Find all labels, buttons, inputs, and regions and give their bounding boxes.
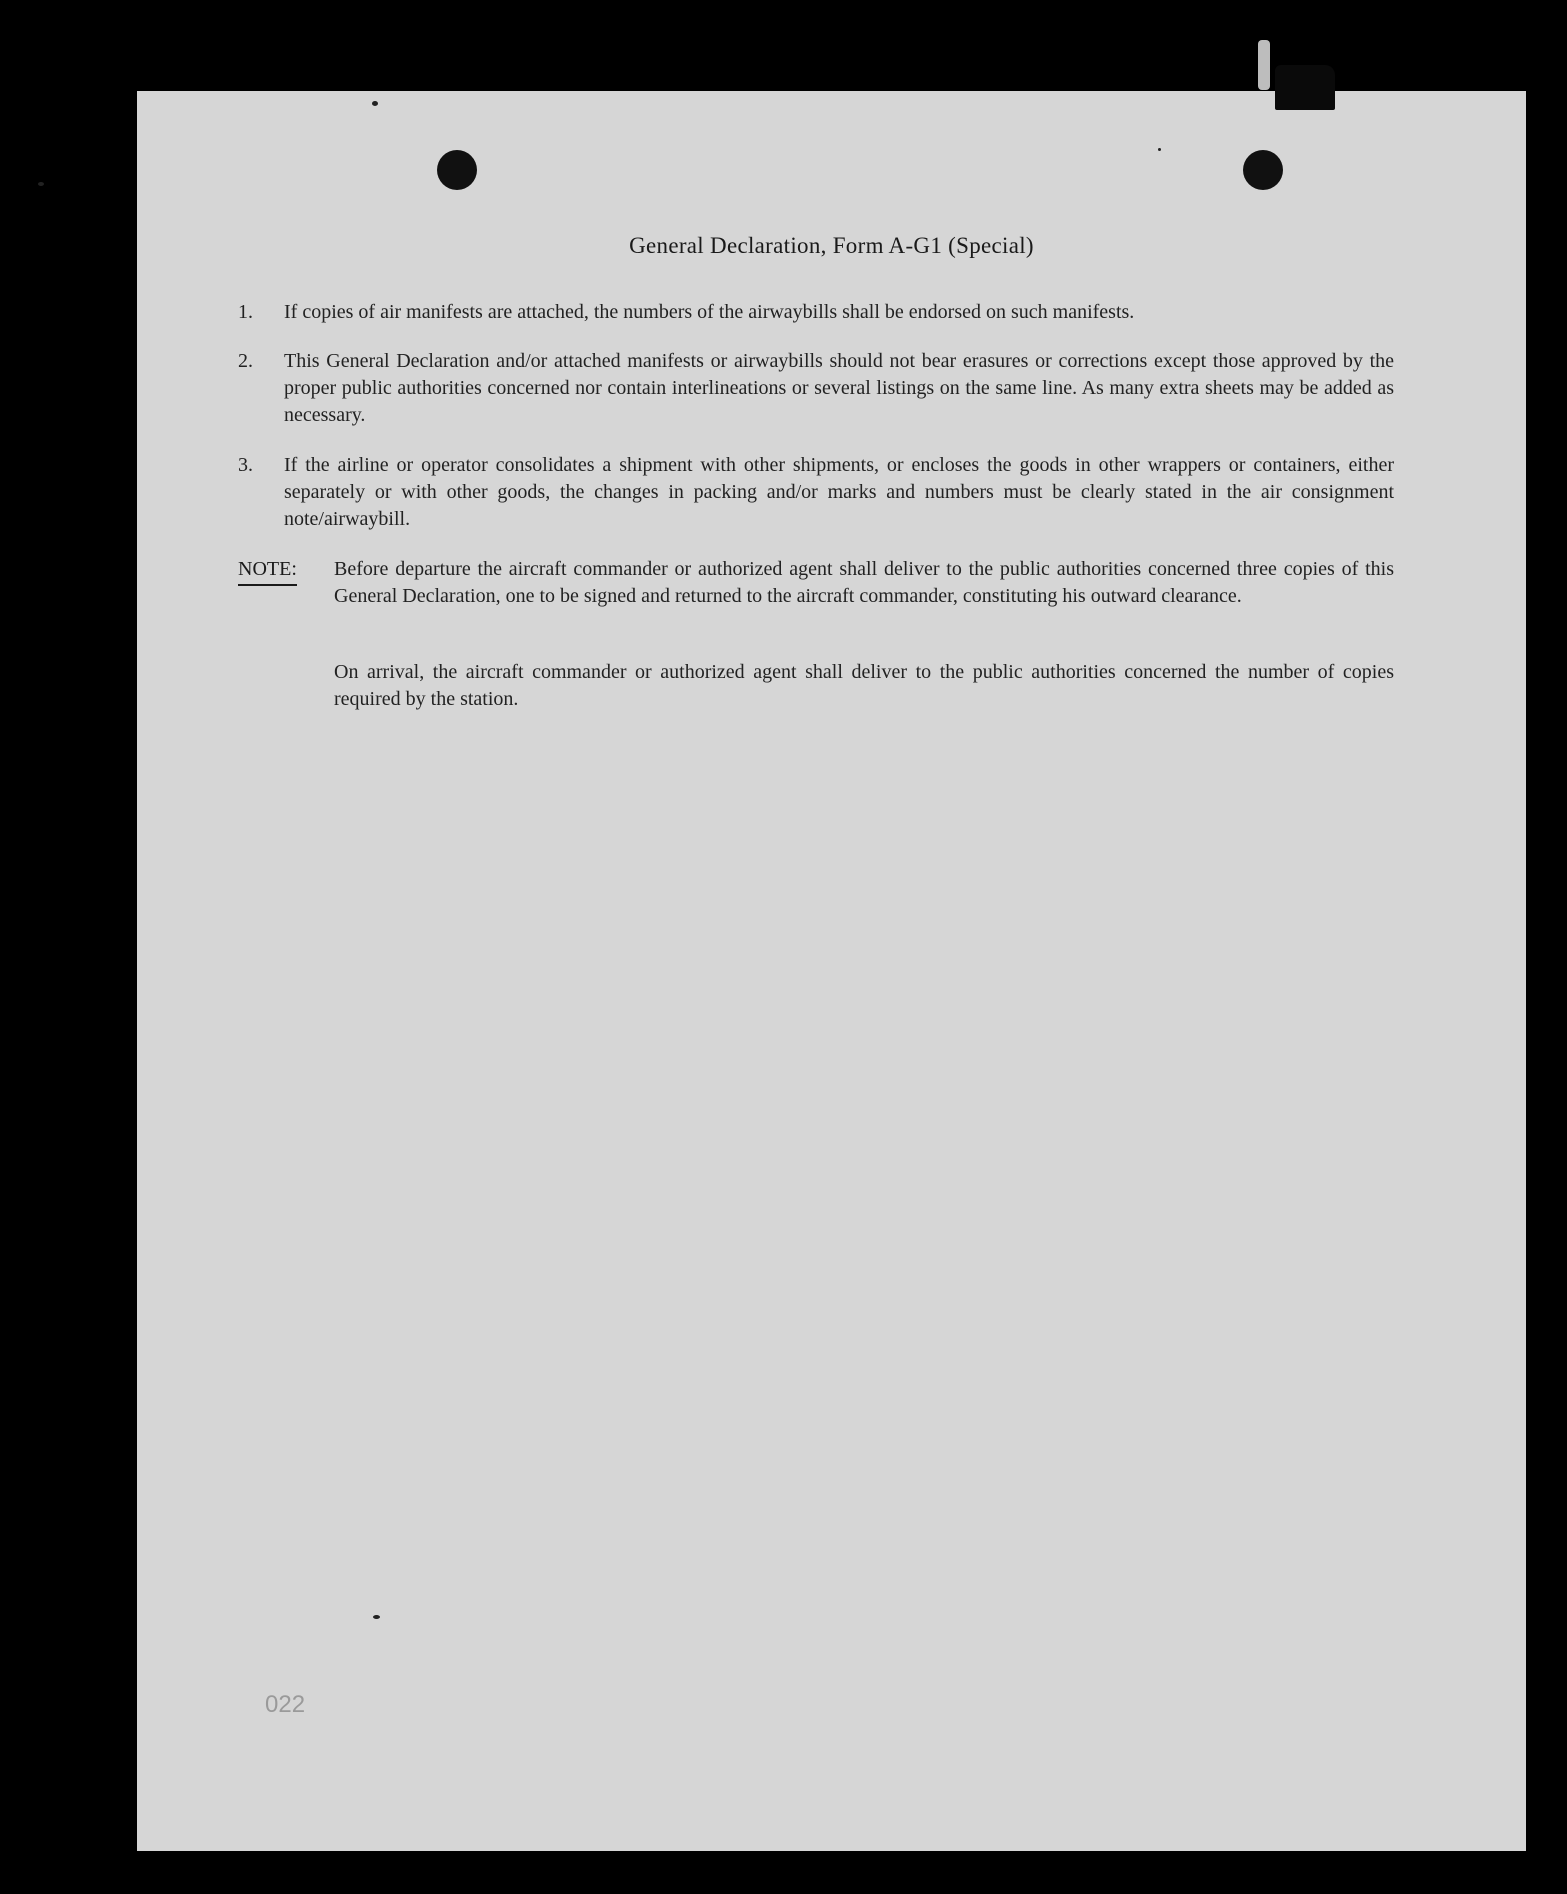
punch-hole-left [437,150,477,190]
speck [373,1615,380,1619]
note-paragraph-2: On arrival, the aircraft commander or authorized agent shall deliver to the public authorities concerned the number of copies required by the station. [334,661,1394,710]
speck [1158,148,1161,151]
faint-stamp: 022 [265,1691,306,1718]
item-number-2: 2. [238,350,253,372]
item-number-3: 3. [238,454,253,476]
document-title: General Declaration, Form A-G1 (Special) [629,233,1034,258]
item-text-2: This General Declaration and/or attached manifests or airwaybills should not bear erasures or corrections except those approved by the proper public authorities concerned nor contain interlineations or several listings on the same line. As many extra sheets may be added as necessary. [284,350,1394,426]
punch-hole-right [1243,150,1283,190]
edge-speck [38,182,44,186]
paper-tab-mark-tip [1258,40,1270,90]
item-text-3: If the airline or operator consolidates a shipment with other shipments, or encloses the goods in other wrappers or containers, either separately or with other goods, the changes in packing and/or marks and numbers must be clearly stated in the air consignment note/airwaybill. [284,454,1394,530]
paper-tab-mark [1275,65,1335,110]
note-paragraph-1: Before departure the aircraft commander or authorized agent shall deliver to the public authorities concerned three copies of this General Declaration, one to be signed and returned to the aircraft commander, constituting his outward clearance. [334,558,1394,607]
note-label: NOTE: [238,556,297,586]
document-page [137,91,1526,1851]
item-number-1: 1. [238,301,253,323]
item-text-1: If copies of air manifests are attached, the numbers of the airwaybills shall be endorsed on such manifests. [284,301,1135,323]
speck [372,101,378,106]
